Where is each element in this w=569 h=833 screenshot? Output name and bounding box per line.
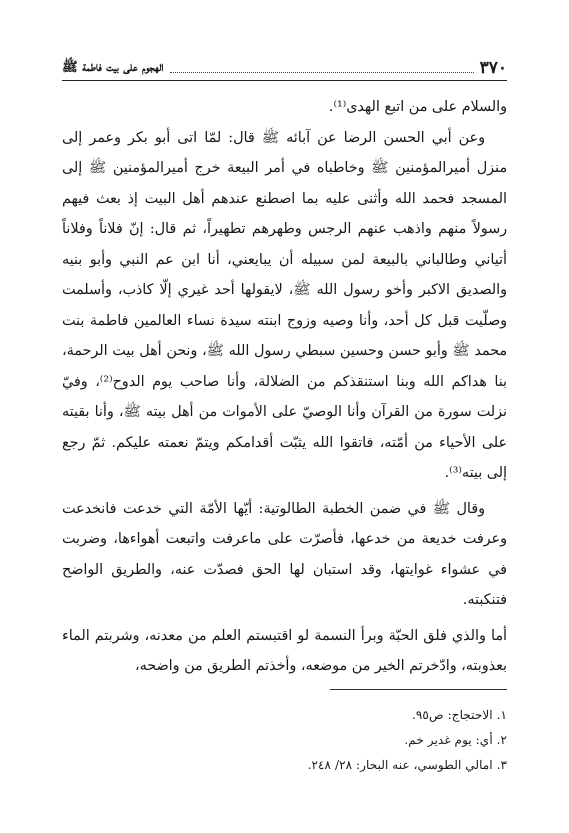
footnote: ١. الاحتجاج: ص٩٥.	[412, 708, 507, 722]
paragraph: والسلام على من اتبع الهدى⁽¹⁾.	[328, 99, 507, 115]
footnote-separator	[330, 689, 507, 690]
footnotes	[62, 703, 507, 778]
paragraph: وعن أبي الحسن الرضا عن آبائه ﷺ قال: لمّا اتى أبو بكر وعمر إلى منزل أميرالمؤمنين ﷺ وخاطباه في أمر البيعة خرج أميرالمؤمنين ﷺ إلى المسجد فحمد الله وأثنى عليه بما اصطنع عندهم أهل البيت إذ بعث فيهم رسولاً منهم واذهب عنهم الرجس وطهرهم تطهيراً، ثم قال: إنّ فلاناً وفلاناً أتياني وطالباني بالبيعة لمن سبيله أن يبايعني، أنا ابن عم النبي وأبو بنيه والصديق الاكبر وأخو رسول الله ﷺ، لايقولها أحد غيري إلّا كاذب، وأسلمت وصلّيت قبل كل أحد، وأنا وصيه وزوج ابنته سيدة نساء العالمين فاطمة بنت محمد ﷺ وأبو حسن وحسين سبطي رسول الله ﷺ، ونحن أهل بيت الرحمة، بنا هداكم الله وبنا استنقذكم من الضلالة، وأنا صاحب يوم الدوح⁽²⁾، وفيّ نزلت سورة من القرآن وأنا الوصيّ على الأموات من أهل بيته ﷺ، وأنا بقيته على الأحياء من أمّته، فاتقوا الله يثبّت أقدامكم ويتمّ نعمته عليكم. ثمّ رجع إلى بيته⁽³⁾.	[62, 129, 508, 481]
footnote: ٢. أي: يوم غدير خم.	[404, 733, 507, 747]
main-text	[62, 92, 507, 682]
running-title: الهجوم على بيت فاطمة ﷺ	[62, 60, 164, 75]
paragraph: أما والذي فلق الحبّة وبرأ النسمة لو اقتبستم العلم من معدنه، وشربتم الماء بعذوبته، وادّخرتم الخير من موضعه، وأخذتم الطريق من واضحه،	[62, 627, 507, 674]
paragraph: وقال ﷺ في ضمن الخطبة الطالوتية: أيّها الأمّة التي خدعت فانخدعت وعرفت خديعة من خدعها، فأصرّت على ماعرفت واتبعت أهواءها، وضربت في عشواء غوايتها، وقد استبان لها الحق فصدّت عنه، والطريق الواضح فتنكبته.	[62, 500, 507, 608]
footnote: ٣. امالي الطوسي، عنه البحار: ٢٨/ ٢٤٨.	[307, 758, 507, 772]
page-number: ٣٧٠	[479, 58, 507, 78]
page-header	[62, 58, 507, 81]
header-dotted-leader	[170, 72, 474, 73]
